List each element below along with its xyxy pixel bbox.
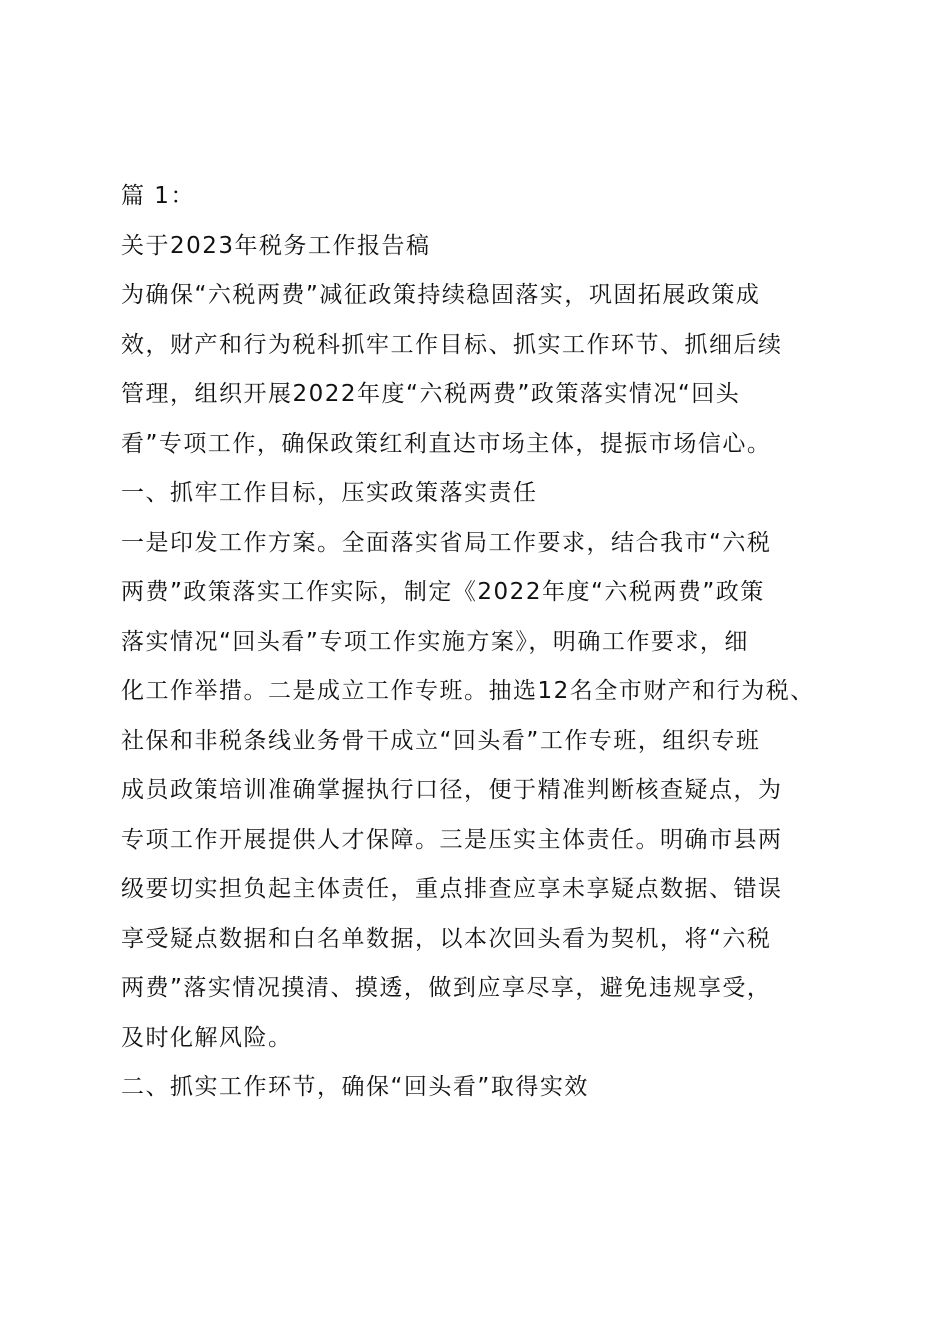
paragraph-line: 化工作举措。二是成立工作专班。抽选12名全市财产和行为税、 — [121, 678, 815, 704]
part-label: 篇 1： — [121, 183, 195, 209]
paragraph-line: 两费”政策落实工作实际，制定《2022年度“六税两费”政策 — [121, 579, 765, 605]
paragraph-line: 社保和非税条线业务骨干成立“回头看”工作专班，组织专班 — [121, 727, 761, 754]
paragraph-line: 专项工作开展提供人才保障。三是压实主体责任。明确市县两 — [121, 826, 783, 853]
section-1-heading: 一、抓牢工作目标，压实政策落实责任 — [121, 480, 538, 506]
paragraph-line: 两费”落实情况摸清、摸透，做到应享尽享，避免违规享受， — [121, 975, 772, 1001]
paragraph-line: 效，财产和行为税科抓牢工作目标、抓实工作环节、抓细后续 — [121, 331, 783, 358]
document-title: 关于2023年税务工作报告稿 — [121, 232, 431, 259]
section-1-paragraph — [121, 519, 841, 1064]
paragraph-line: 管理，组织开展2022年度“六税两费”政策落实情况“回头 — [121, 381, 741, 407]
document-body — [121, 172, 841, 1113]
paragraph-line: 落实情况“回头看”专项工作实施方案》，明确工作要求，细 — [121, 628, 749, 655]
paragraph-line: 为确保“六税两费”减征政策持续稳固落实，巩固拓展政策成 — [121, 282, 761, 308]
paragraph-line: 级要切实担负起主体责任，重点排查应享未享疑点数据、错误 — [121, 876, 783, 902]
paragraph-line: 成员政策培训准确掌握执行口径，便于精准判断核查疑点，为 — [121, 777, 783, 803]
paragraph-line: 看”专项工作，确保政策红利直达市场主体，提振市场信心。 — [121, 430, 772, 457]
paragraph-line: 一是印发工作方案。全面落实省局工作要求，结合我市“六税 — [121, 529, 772, 556]
intro-paragraph — [121, 271, 841, 469]
paragraph-line: 享受疑点数据和白名单数据，以本次回头看为契机，将“六税 — [121, 925, 772, 952]
paragraph-line: 及时化解风险。 — [121, 1024, 293, 1051]
section-2-heading: 二、抓实工作环节，确保“回头看”取得实效 — [121, 1074, 589, 1100]
